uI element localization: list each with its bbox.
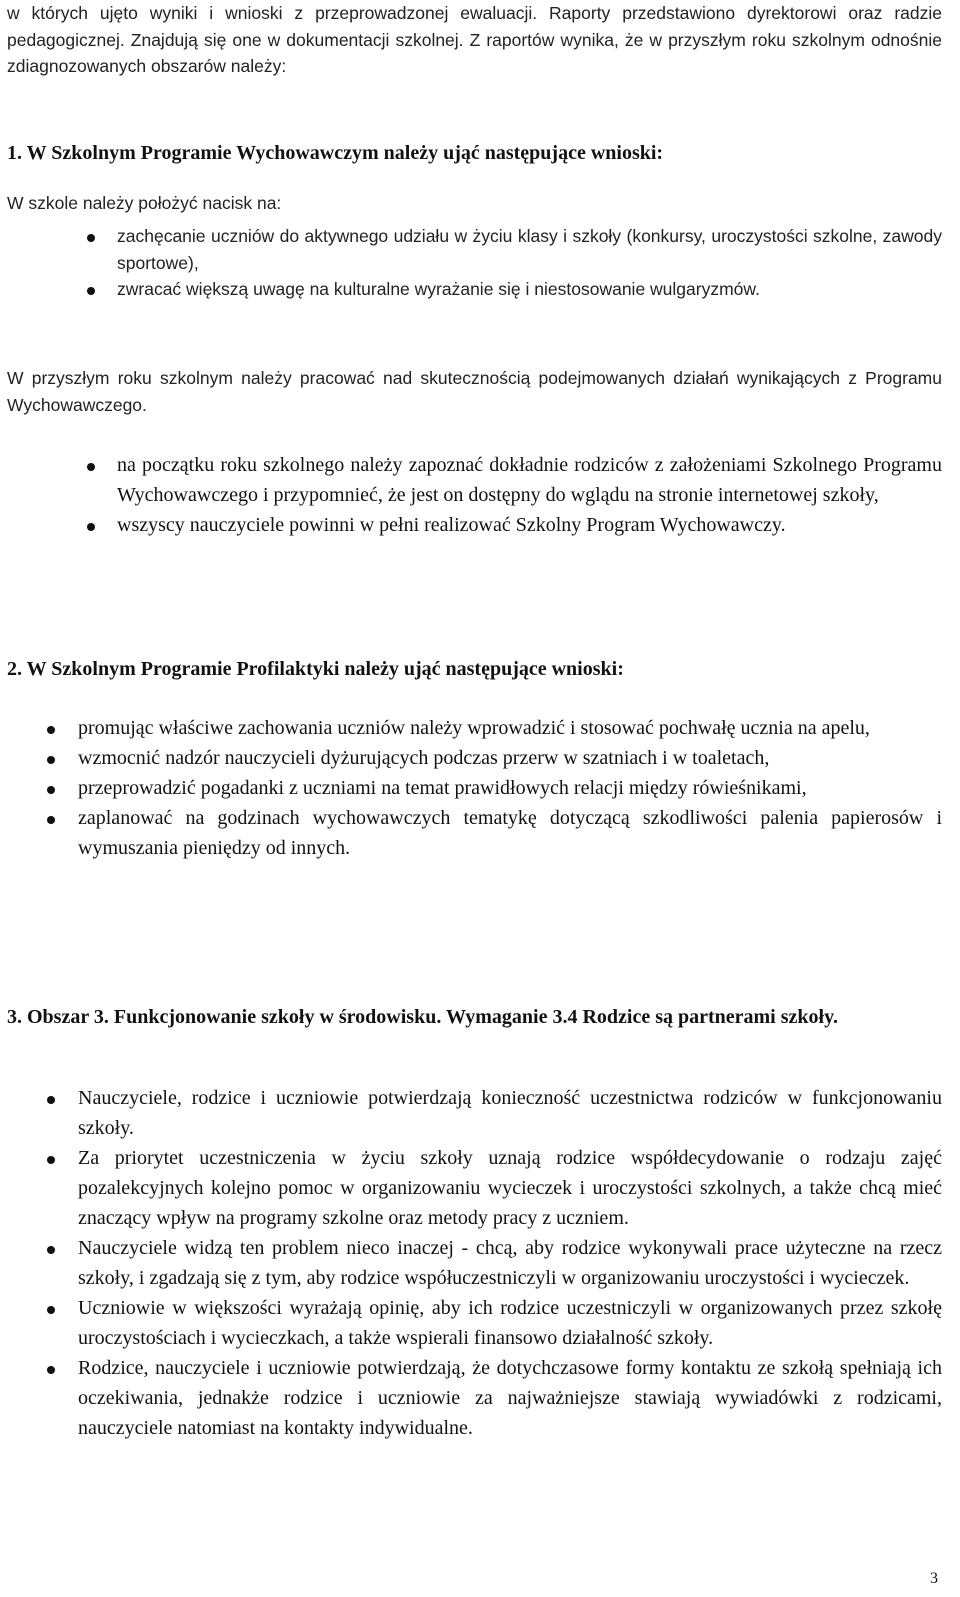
list-item: wszyscy nauczyciele powinni w pełni realizować Szkolny Program Wychowawczy. bbox=[7, 510, 942, 540]
bullet-icon bbox=[47, 726, 55, 734]
list-item: Rodzice, nauczyciele i uczniowie potwierdzają, że dotychczasowe formy kontaktu ze szkołą spełniają ich oczekiwania, jednakże rodzice i uczniowie za najważniejsze stawiają wywiadówki z rodzicami, nauczyciele natomiast na kontakty indywidualne. bbox=[7, 1353, 942, 1443]
section2-heading: 2. W Szkolnym Programie Profilaktyki należy ująć następujące wnioski: bbox=[7, 658, 624, 680]
bullet-icon bbox=[47, 816, 55, 824]
section1-heading: 1. W Szkolnym Programie Wychowawczym należy ująć następujące wnioski: bbox=[7, 142, 664, 164]
section3-bullet-list bbox=[7, 1083, 942, 1443]
section1-lead: W szkole należy położyć nacisk na: bbox=[7, 193, 282, 213]
section3-heading: 3. Obszar 3. Funkcjonowanie szkoły w środowisku. Wymaganie 3.4 Rodzice są partnerami szkoły. bbox=[7, 1006, 838, 1028]
list-item: na początku roku szkolnego należy zapoznać dokładnie rodziców z założeniami Szkolnego Programu Wychowawczego i przypomnieć, że jest on dostępny do wglądu na stronie internetowej szkoły, bbox=[7, 450, 942, 510]
list-item: Nauczyciele, rodzice i uczniowie potwierdzają konieczność uczestnictwa rodziców w funkcjonowaniu szkoły. bbox=[7, 1083, 942, 1143]
intro-text: w których ujęto wyniki i wnioski z przeprowadzonej ewaluacji. Raporty przedstawiono dyrektorowi oraz radzie pedagogicznej. Znajdują się one w dokumentacji szkolnej. Z raportów wynika, że w przyszłym roku szkolnym odnośnie zdiagnozowanych obszarów należy: bbox=[7, 3, 942, 76]
bullet-icon bbox=[47, 1366, 55, 1374]
list-item: zachęcanie uczniów do aktywnego udziału w życiu klasy i szkoły (konkursy, uroczystości szkolne, zawody sportowe), bbox=[7, 223, 942, 276]
list-item: promując właściwe zachowania uczniów należy wprowadzić i stosować pochwałę ucznia na apelu, bbox=[7, 713, 942, 743]
list-item: przeprowadzić pogadanki z uczniami na temat prawidłowych relacji między rówieśnikami, bbox=[7, 773, 942, 803]
list-item: zaplanować na godzinach wychowawczych tematykę dotyczącą szkodliwości palenia papierosów i wymuszania pieniędzy od innych. bbox=[7, 803, 942, 863]
bullet-icon bbox=[87, 234, 95, 242]
bullet-icon bbox=[47, 756, 55, 764]
list-item: zwracać większą uwagę na kulturalne wyrażanie się i niestosowanie wulgaryzmów. bbox=[7, 276, 942, 303]
bullet-icon bbox=[87, 463, 95, 471]
bullet-icon bbox=[87, 523, 95, 531]
bullet-icon bbox=[47, 786, 55, 794]
list-item: Nauczyciele widzą ten problem nieco inaczej - chcą, aby rodzice wykonywali prace użyteczne na rzecz szkoły, i zgadzają się z tym, aby rodzice współuczestniczyli w organizowaniu uroczystości i wycieczek. bbox=[7, 1233, 942, 1293]
bullet-icon bbox=[47, 1096, 55, 1104]
bullet-icon bbox=[87, 287, 95, 295]
section1-bullet-list-a bbox=[7, 223, 942, 303]
section1-paragraph: W przyszłym roku szkolnym należy pracować nad skutecznością podejmowanych działań wynikających z Programu Wychowawczego. bbox=[7, 368, 942, 415]
list-item: Uczniowie w większości wyrażają opinię, aby ich rodzice uczestniczyli w organizowanych przez szkołę uroczystościach i wycieczkach, a także wspierali finansowo działalność szkoły. bbox=[7, 1293, 942, 1353]
bullet-icon bbox=[47, 1156, 55, 1164]
page-number: 3 bbox=[930, 1570, 938, 1587]
intro-paragraph bbox=[7, 0, 942, 80]
list-item: Za priorytet uczestniczenia w życiu szkoły uznają rodzice współdecydowanie o rodzaju zajęć pozalekcyjnych kolejno pomoc w organizowaniu wycieczek i uroczystości szkolnych, a także chcą mieć znaczący wpływ na programy szkolne oraz metody pracy z uczniem. bbox=[7, 1143, 942, 1233]
section1-bullet-list-b bbox=[7, 450, 942, 540]
section2-bullet-list bbox=[7, 713, 942, 863]
bullet-icon bbox=[47, 1306, 55, 1314]
list-item: wzmocnić nadzór nauczycieli dyżurujących podczas przerw w szatniach i w toaletach, bbox=[7, 743, 942, 773]
bullet-icon bbox=[47, 1246, 55, 1254]
